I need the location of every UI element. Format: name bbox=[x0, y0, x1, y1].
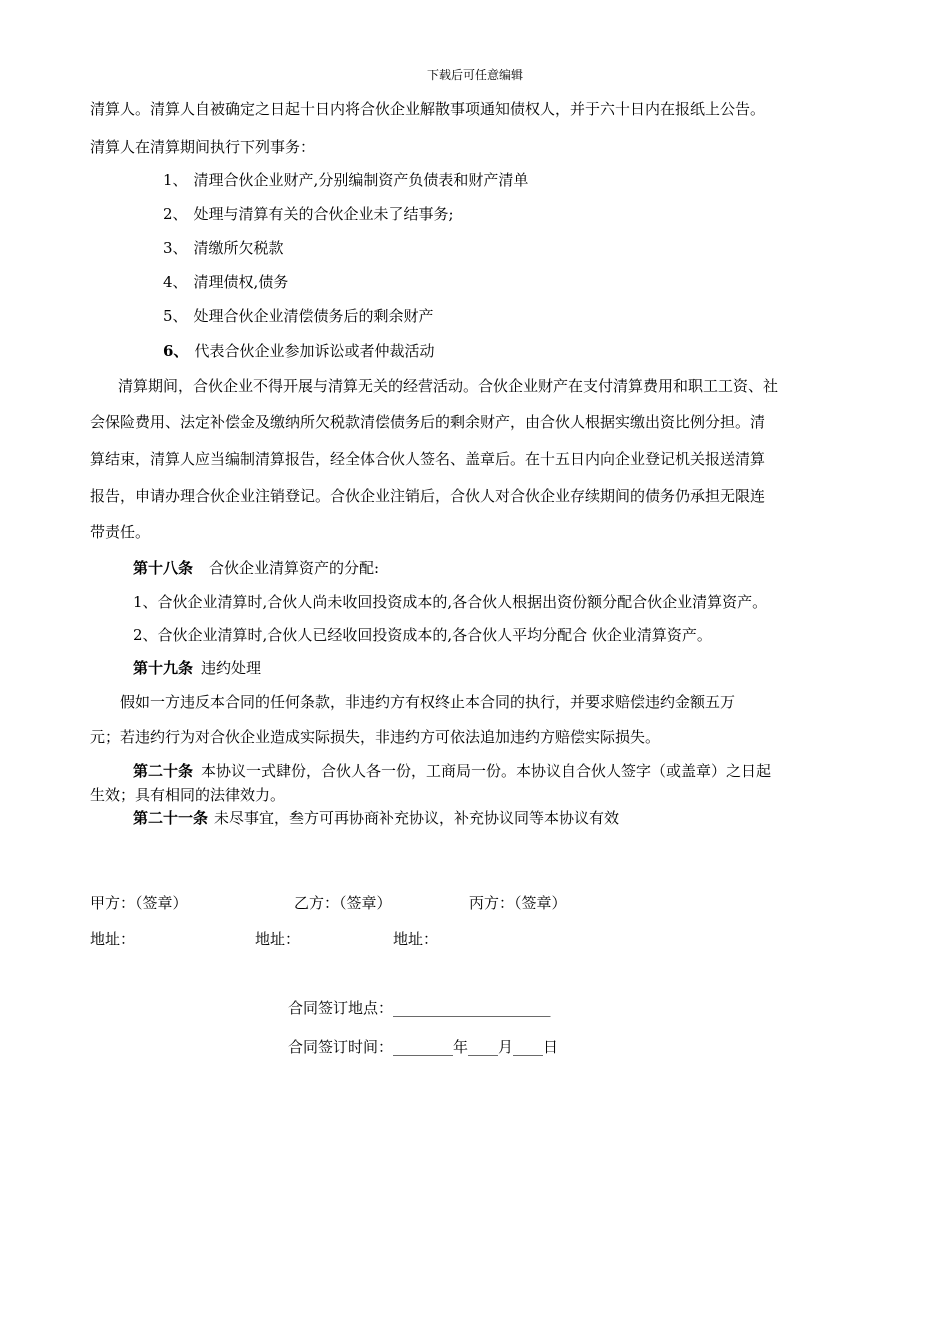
signing-date: 合同签订时间：________年____月____日 bbox=[288, 1038, 559, 1056]
list-item-text: 清理债权,债务 bbox=[193, 273, 289, 291]
list-item bbox=[163, 341, 434, 361]
paragraph-line: 会保险费用、法定补偿金及缴纳所欠税款清偿债务后的剩余财产，由合伙人根据实缴出资比例分担。清 bbox=[90, 413, 766, 431]
article-title: 第二十条 bbox=[133, 762, 194, 780]
paragraph-line: 清算期间，合伙企业不得开展与清算无关的经营活动。合伙企业财产在支付清算费用和职工工资、社 bbox=[118, 377, 779, 395]
article-title: 第二十一条 bbox=[133, 809, 209, 827]
paragraph-line: 假如一方违反本合同的任何条款，非违约方有权终止本合同的执行，并要求赔偿违约金额五万 bbox=[120, 693, 736, 711]
list-item-number: 3、 bbox=[163, 239, 188, 257]
article-21 bbox=[133, 808, 619, 828]
article-heading: 违约处理 bbox=[201, 659, 262, 677]
paragraph-line: 带责任。 bbox=[90, 523, 151, 541]
paragraph-line: 2、合伙企业清算时,合伙人已经收回投资成本的,各合伙人平均分配合 伙企业清算资产。 bbox=[133, 626, 712, 644]
paragraph-line: 元；若违约行为对合伙企业造成实际损失，非违约方可依法追加违约方赔偿实际损失。 bbox=[90, 728, 661, 746]
article-heading: 合伙企业清算资产的分配: bbox=[209, 559, 380, 577]
list-item-text: 处理合伙企业清偿债务后的剩余财产 bbox=[193, 307, 434, 325]
article-title: 第十九条 bbox=[133, 659, 194, 677]
article-text: 本协议一式肆份，合伙人各一份，工商局一份。本协议自合伙人签字（或盖章）之日起 bbox=[201, 762, 772, 780]
list-item bbox=[163, 170, 528, 190]
paragraph-line: 清算人在清算期间执行下列事务： bbox=[90, 138, 316, 156]
paragraph-line: 1、合伙企业清算时,合伙人尚未收回投资成本的,各合伙人根据出资份额分配合伙企业清算资产。 bbox=[133, 593, 768, 611]
list-item-text: 代表合伙企业参加诉讼或者仲裁活动 bbox=[194, 342, 435, 360]
list-item-number: 1、 bbox=[163, 171, 188, 189]
paragraph-line: 生效；具有相同的法律效力。 bbox=[90, 786, 286, 804]
list-item-text: 清缴所欠税款 bbox=[193, 239, 284, 257]
list-item bbox=[163, 204, 454, 224]
article-19-heading bbox=[133, 658, 261, 678]
signing-place: 合同签订地点：_____________________ bbox=[288, 999, 551, 1017]
article-text: 未尽事宜，叁方可再协商补充协议，补充协议同等本协议有效 bbox=[214, 809, 620, 827]
list-item bbox=[163, 238, 284, 258]
party-b-signature: 乙方：（签章） bbox=[294, 894, 392, 912]
paragraph-line: 清算人。清算人自被确定之日起十日内将合伙企业解散事项通知债权人，并于六十日内在报纸上公告。 bbox=[90, 100, 766, 118]
party-c-signature: 丙方：（签章） bbox=[469, 894, 567, 912]
party-a-signature: 甲方：（签章） bbox=[90, 894, 188, 912]
paragraph-line: 报告，申请办理合伙企业注销登记。合伙企业注销后，合伙人对合伙企业存续期间的债务仍承担无限连 bbox=[90, 487, 766, 505]
party-a-address: 地址： bbox=[90, 930, 136, 948]
list-item bbox=[163, 272, 288, 292]
article-20 bbox=[133, 761, 771, 781]
article-18-heading bbox=[133, 558, 379, 578]
paragraph-line: 算结束，清算人应当编制清算报告，经全体合伙人签名、盖章后。在十五日内向企业登记机关报送清算 bbox=[90, 450, 766, 468]
party-c-address: 地址： bbox=[393, 930, 439, 948]
list-item-number: 6、 bbox=[163, 342, 189, 360]
article-title: 第十八条 bbox=[133, 559, 194, 577]
list-item bbox=[163, 306, 434, 326]
list-item-number: 5、 bbox=[163, 307, 188, 325]
party-b-address: 地址： bbox=[255, 930, 301, 948]
list-item-text: 清理合伙企业财产,分别编制资产负债表和财产清单 bbox=[193, 171, 529, 189]
list-item-number: 4、 bbox=[163, 273, 188, 291]
list-item-text: 处理与清算有关的合伙企业未了结事务; bbox=[193, 205, 454, 223]
page-header: 下载后可任意编辑 bbox=[426, 68, 523, 82]
list-item-number: 2、 bbox=[163, 205, 188, 223]
